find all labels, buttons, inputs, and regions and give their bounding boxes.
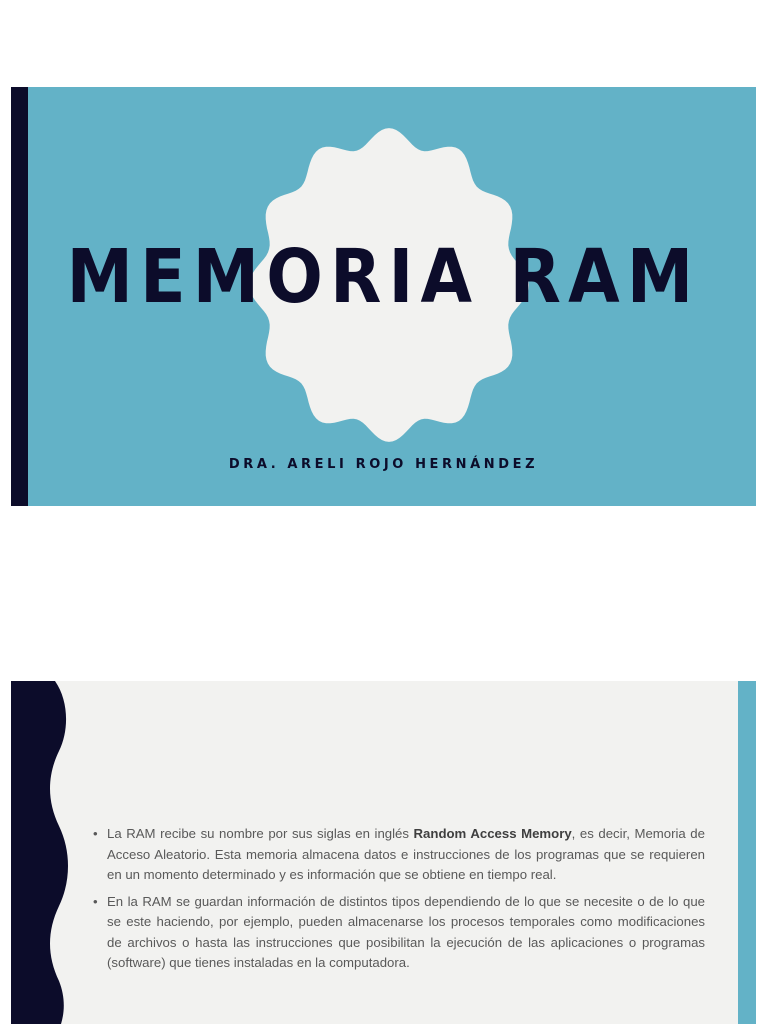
title-slide [11, 87, 756, 506]
bullet-item [93, 824, 705, 886]
right-accent-bar [738, 681, 756, 1024]
bullet-dot: • [93, 826, 98, 841]
wavy-left-border [11, 681, 71, 1024]
bullet-item [93, 892, 705, 974]
bullet-list [93, 824, 705, 980]
slide-title: MEMORIA RAM [66, 234, 701, 320]
bullet-dot: • [93, 893, 98, 909]
bullet-text: En la RAM se guardan información de distintos tipos dependiendo de lo que se necesite o de lo que se este haciendo, por ejemplo, pueden almacenarse los procesos temporales como modificaciones de archivos o hasta las instrucciones que posibilitan la ejecución de las aplicaciones o programas (software) que tienes instaladas en la computadora. [107, 893, 705, 970]
left-accent-bar [11, 87, 28, 506]
bullet-text-bold: Random Access Memory [413, 826, 572, 841]
content-slide [11, 681, 756, 1024]
bullet-text-start: La RAM recibe su nombre por sus siglas en inglés [107, 826, 414, 841]
slide-subtitle-author: DRA. ARELI ROJO HERNÁNDEZ [228, 457, 539, 472]
bullet-text-end: , es decir, Memoria de Acceso Aleatorio. Esta memoria almacena datos e instrucciones de los programas que se requieren en un momento determinado y es información que se obtiene en tiempo real. [107, 826, 705, 882]
